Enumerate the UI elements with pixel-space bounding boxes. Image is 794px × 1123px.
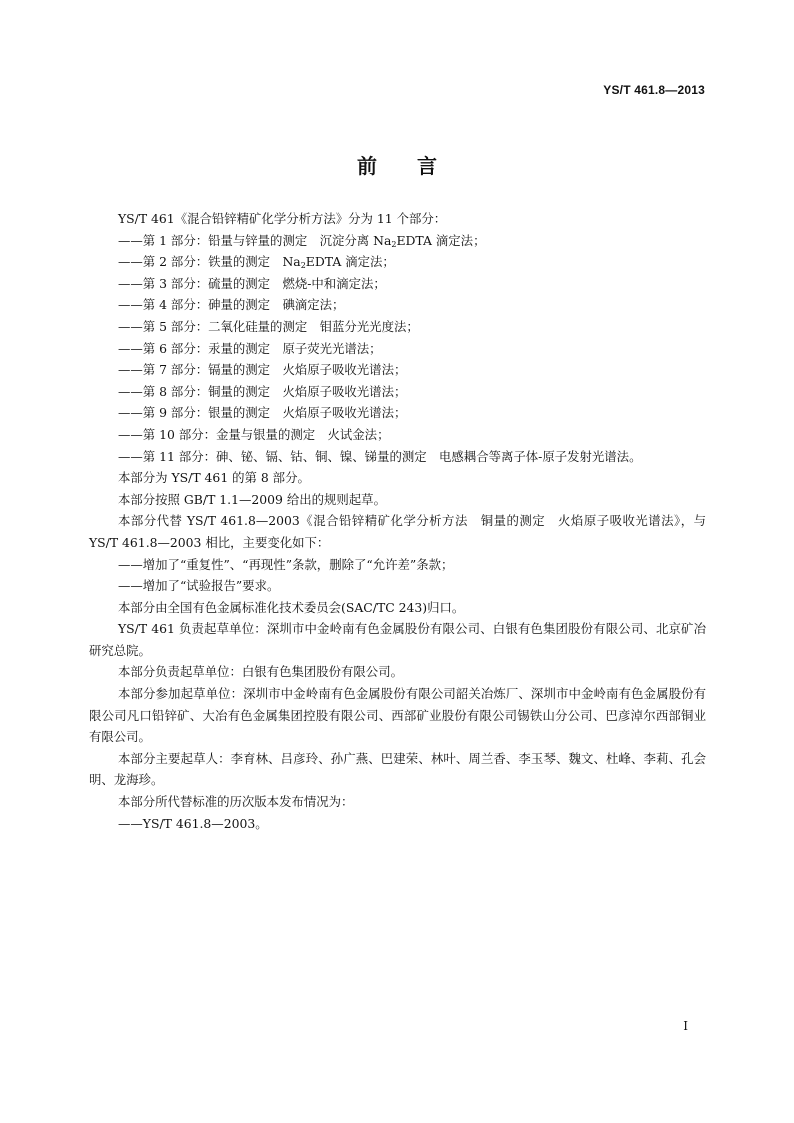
history-item-1: ——YS/T 461.8—2003。 — [118, 815, 268, 831]
list-item-part-8: ——第 8 部分：铜量的测定 火焰原子吸收光谱法； — [118, 383, 407, 399]
proposed-paragraph: 本部分由全国有色金属标准化技术委员会(SAC/TC 243)归口。 — [118, 599, 465, 615]
drafters-paragraph: 本部分主要起草人：李育林、吕彦玲、孙广燕、巴建荣、林叶、周兰香、李玉琴、魏文、杜峰、李莉、孔会明、龙海珍。 — [89, 750, 706, 788]
list-item-part-9: ——第 9 部分：银量的测定 火焰原子吸收光谱法； — [118, 405, 407, 421]
document-body — [89, 208, 706, 834]
change-item-1: ——增加了“重复性”、“再现性”条款，删除了“允许差”条款； — [118, 556, 454, 572]
intro-paragraph: YS/T 461《混合铅锌精矿化学分析方法》分为 11 个部分： — [118, 211, 447, 226]
list-item-part-5: ——第 5 部分：二氧化硅量的测定 钼蓝分光光度法； — [118, 318, 419, 334]
list-item-part-3: ——第 3 部分：硫量的测定 燃烧-中和滴定法； — [118, 275, 386, 291]
part-drafter-paragraph: 本部分负责起草单位：白银有色集团股份有限公司。 — [118, 664, 403, 680]
page-number: I — [683, 1019, 688, 1033]
history-intro-paragraph: 本部分所代替标准的历次版本发布情况为： — [118, 794, 354, 810]
this-part-paragraph: 本部分为 YS/T 461 的第 8 部分。 — [118, 470, 310, 486]
standard-code: YS/T 461.8—2013 — [603, 83, 705, 97]
list-item-part-4: ——第 4 部分：砷量的测定 碘滴定法； — [118, 297, 345, 313]
list-item-part-10: ——第 10 部分：金量与银量的测定 火试金法； — [118, 426, 390, 442]
list-item-part-1: ——第 1 部分：铅量与锌量的测定 沉淀分离 $Na_2EDTA$ 滴定法； — [118, 232, 486, 249]
list-item-part-11: ——第 11 部分：砷、铋、镉、钴、铜、镍、锑量的测定 电感耦合等离子体-原子发射光谱法。 — [118, 448, 642, 464]
drafting-rules-paragraph: 本部分按照 GB/T 1.1—2009 给出的规则起草。 — [118, 491, 386, 507]
replaces-paragraph: 本部分代替 YS/T 461.8—2003《混合铅锌精矿化学分析方法 铜量的测定 火焰原子吸收光谱法》，与 YS/T 461.8—2003 相比，主要变化如下： — [89, 513, 706, 550]
change-item-2: ——增加了“试验报告”要求。 — [118, 578, 280, 594]
list-item-part-2: ——第 2 部分：铁量的测定 $Na_2EDTA$ 滴定法； — [118, 254, 395, 271]
participants-paragraph: 本部分参加起草单位：深圳市中金岭南有色金属股份有限公司韶关冶炼厂、深圳市中金岭南有色金属股份有限公司凡口铅锌矿、大冶有色金属集团控股有限公司、西部矿业股份有限公司锡铁山分公司、巴彦淖尔西部铜业有限公司。 — [89, 686, 706, 745]
list-item-part-6: ——第 6 部分：汞量的测定 原子荧光光谱法； — [118, 340, 382, 356]
main-drafter-paragraph: YS/T 461 负责起草单位：深圳市中金岭南有色金属股份有限公司、白银有色集团股份有限公司、北京矿冶研究总院。 — [89, 621, 706, 658]
list-item-part-7: ——第 7 部分：镉量的测定 火焰原子吸收光谱法； — [118, 362, 407, 378]
page-title: 前言 — [357, 154, 477, 178]
